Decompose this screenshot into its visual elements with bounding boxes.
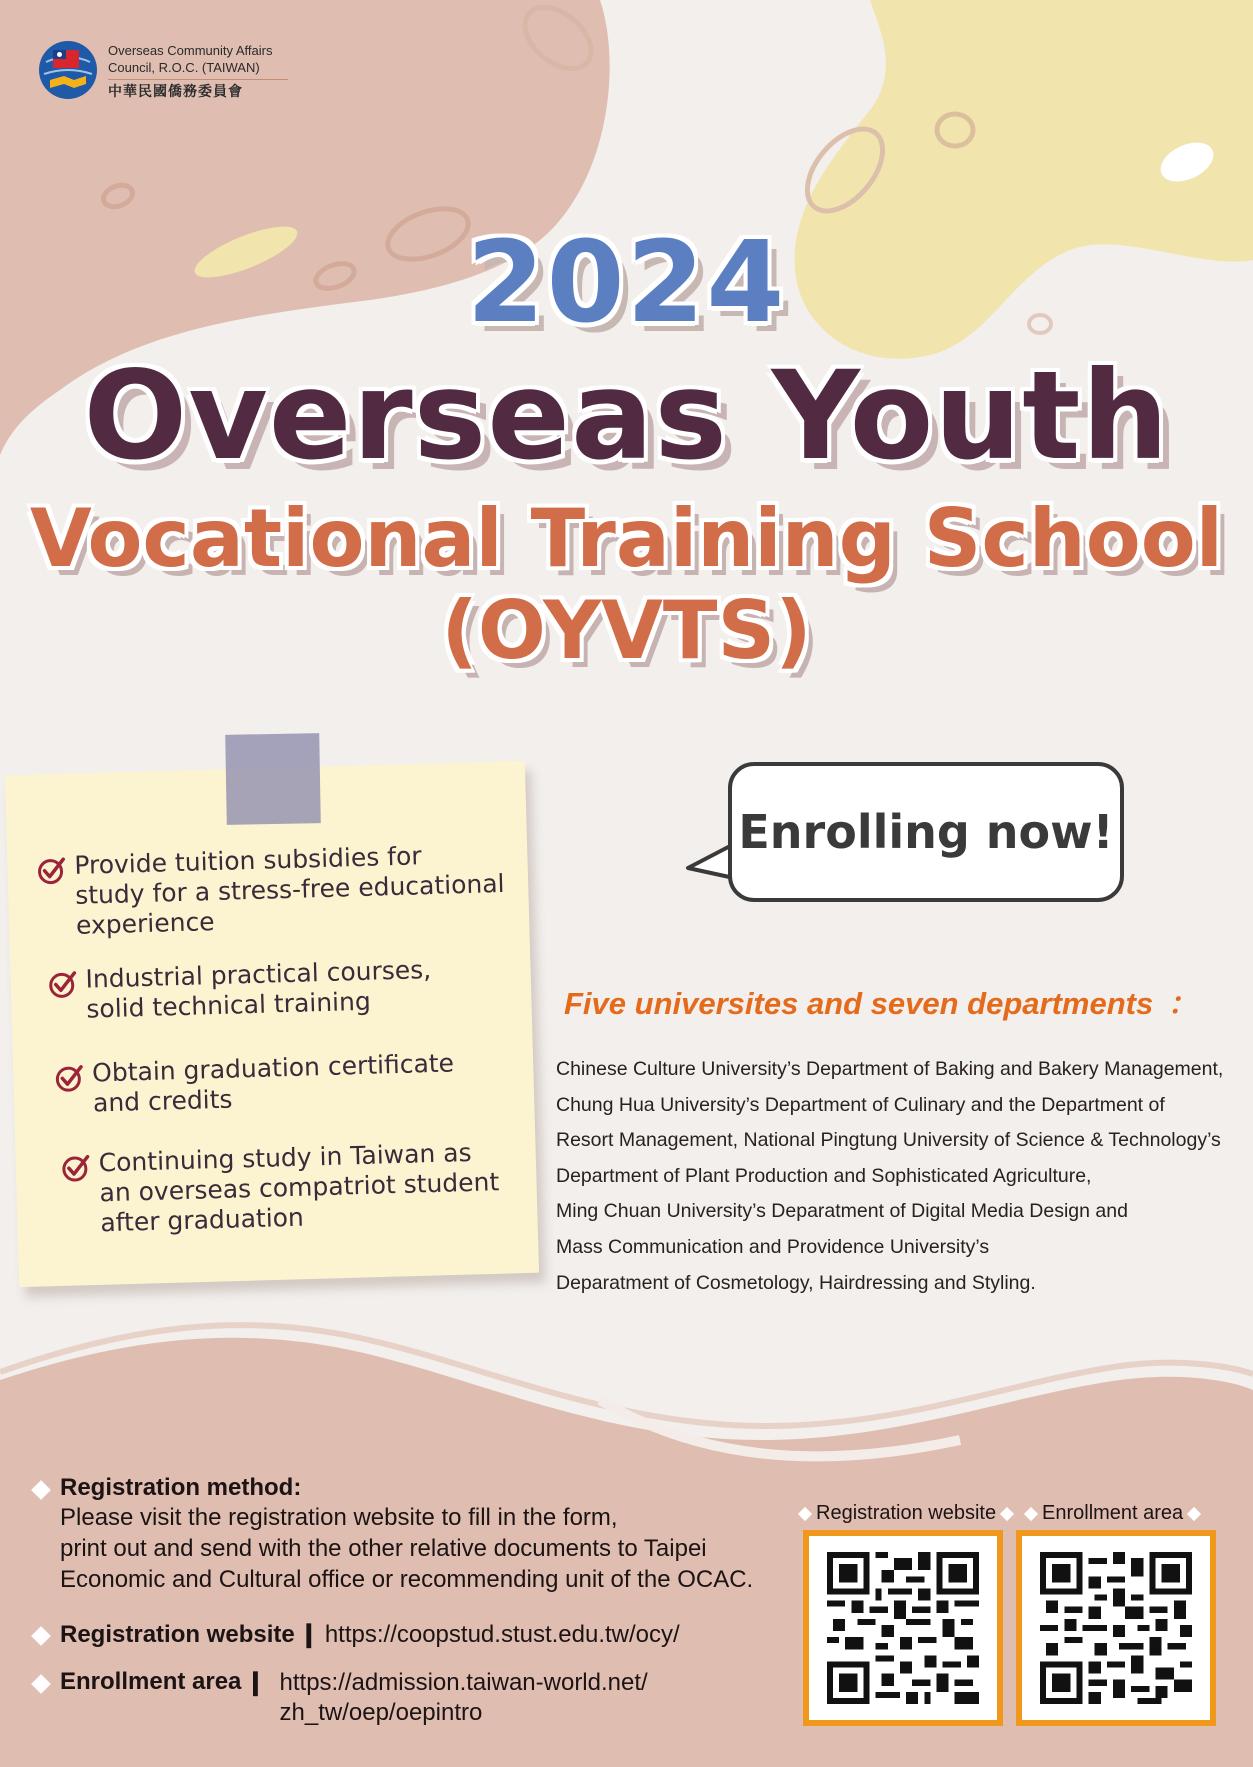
registration-website-row [34, 1620, 680, 1649]
universities-body: Chinese Culture University’s Department of Baking and Bakery Management, Chung Hua University’s Department of Culinary and the Department of Resort Management, National Pingtung University of Science & Technology’s Department of Plant Production and Sophisticated Agriculture, Ming Chuan University’s Deparatment of Digital Media Design and Mass Communication and Providence University’s Deparatment of Cosmetology, Hairdressing and Styling. [556, 1058, 1224, 1294]
bullet-diamond [798, 1506, 812, 1520]
enrollment-area-separator: ❙ [245, 1669, 266, 1696]
qr-website-label [800, 1502, 1012, 1525]
universities-heading [564, 978, 1198, 1023]
qr-code-icon [825, 1552, 981, 1704]
logo-name-en-line1: Overseas Community Affairs [108, 43, 273, 58]
registration-website-separator: ❙ [298, 1621, 319, 1648]
ocac-emblem-icon [38, 40, 98, 100]
logo-name-en-line2: Council, R.O.C. (TAIWAN) [108, 60, 260, 75]
registration-website-label: Registration website [60, 1621, 295, 1648]
registration-method-text: Please visit the registration website to fill in the form, print out and send with the other relative documents to Taipei Economic and Cultural office or recommending unit of the OCAC. [60, 1504, 754, 1593]
bullet-diamond [1000, 1506, 1014, 1520]
qr-enroll-label [1026, 1502, 1199, 1525]
check-circle-icon [54, 1063, 85, 1094]
tape-strip [225, 733, 321, 825]
benefit-text: Industrial practical courses, solid technical training [85, 955, 432, 1024]
registration-method-title: Registration method: [60, 1474, 302, 1501]
universities-heading-colon: ： [1167, 986, 1199, 1021]
bullet-diamond [1024, 1506, 1038, 1520]
benefit-text: Obtain graduation certificate and credits [91, 1048, 455, 1118]
qr-registration-website[interactable] [803, 1530, 1003, 1726]
logo-divider [108, 79, 288, 80]
title-line1: Overseas Youth [83, 345, 1170, 487]
registration-website-link[interactable]: https://coopstud.stust.edu.tw/ocy/ [324, 1621, 680, 1648]
qr-code-icon [1038, 1552, 1194, 1704]
enrolling-bubble [728, 762, 1124, 902]
enrolling-text: Enrolling now! [738, 805, 1114, 859]
benefit-item [54, 1047, 523, 1120]
check-circle-icon [60, 1153, 91, 1184]
title-year: 2024 [466, 218, 787, 348]
title-line2: Vocational Training School [29, 492, 1224, 585]
universities-heading-text: Five universites and seven departments [564, 986, 1154, 1021]
enrollment-area-row [34, 1668, 648, 1728]
benefits-list [36, 839, 527, 1264]
bullet-diamond [31, 1674, 51, 1694]
enrollment-area-link[interactable]: https://admission.taiwan-world.net/ zh_tw/oep/oepintro [279, 1669, 648, 1726]
title-line3: (OYVTS) [441, 584, 812, 677]
qr-enroll-label-text: Enrollment area [1042, 1502, 1184, 1524]
benefit-text: Continuing study in Taiwan as an overseas compatriot student after graduation [98, 1137, 500, 1238]
ocac-logo [38, 40, 288, 100]
bullet-diamond [1187, 1506, 1201, 1520]
bullet-diamond [31, 1480, 51, 1500]
benefit-item [47, 953, 520, 1026]
benefit-item [60, 1136, 526, 1239]
qr-enrollment-area[interactable] [1016, 1530, 1216, 1726]
check-circle-icon [36, 855, 67, 886]
benefit-text: Provide tuition subsidies for study for a stress-free educational experience [73, 841, 505, 940]
benefit-item [36, 839, 518, 942]
enrollment-area-label: Enrollment area [60, 1668, 242, 1695]
registration-method [34, 1474, 794, 1595]
logo-name-zh: 中華民國僑務委員會 [108, 83, 243, 99]
bullet-diamond [31, 1626, 51, 1646]
qr-website-label-text: Registration website [816, 1502, 997, 1524]
check-circle-icon [47, 969, 78, 1000]
